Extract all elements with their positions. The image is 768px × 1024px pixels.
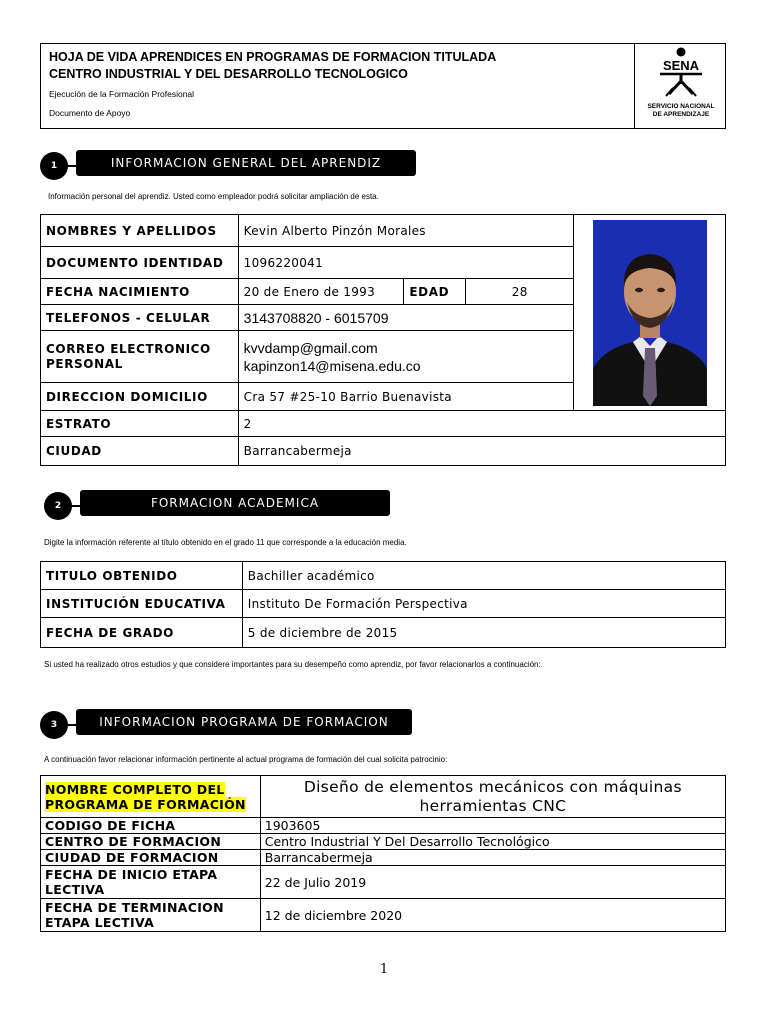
table-row: [41, 834, 726, 850]
document-header: [40, 43, 726, 129]
label-names: NOMBRES Y APELLIDOS: [41, 215, 239, 247]
label-address: DIRECCION DOMICILIO: [41, 383, 239, 411]
label-center: CENTRO DE FORMACION: [41, 834, 261, 850]
section2-title: FORMACION ACADEMICA: [80, 490, 390, 516]
value-program-name: Diseño de elementos mecánicos con máquinas herramientas CNC: [260, 776, 725, 818]
label-stratum: ESTRATO: [41, 411, 239, 437]
value-email: [238, 331, 573, 383]
value-institution: Instituto De Formación Perspectiva: [242, 590, 725, 618]
value-city-training: Barrancabermeja: [260, 850, 725, 866]
value-city: Barrancabermeja: [238, 437, 725, 466]
photo-cell: [574, 215, 726, 411]
row-city: [41, 437, 726, 466]
value-code: 1903605: [260, 818, 725, 834]
value-birth: 20 de Enero de 1993: [238, 279, 404, 305]
section1-number: 1: [40, 152, 68, 180]
label-institution: INSTITUCIÓN EDUCATIVA: [41, 590, 243, 618]
value-email-2: kapinzon14@misena.edu.co: [243, 357, 421, 374]
logo-brand-text: SENA: [662, 58, 700, 73]
logo-service-text: SERVICIO NACIONAL DE APRENDIZAJE: [647, 103, 715, 118]
row-program-name: [41, 776, 726, 818]
section1-note: Información personal del aprendiz. Usted como empleador podrá solicitar ampliación de esta.: [48, 192, 379, 201]
academic-table: [40, 561, 726, 648]
section3-number: 3: [40, 711, 68, 739]
value-title-obtained: Bachiller académico: [242, 562, 725, 590]
label-title-obtained: TITULO OBTENIDO: [41, 562, 243, 590]
row-stratum: [41, 411, 726, 437]
sena-logo: [636, 44, 726, 128]
section3-header: [40, 709, 420, 735]
applicant-photo: [593, 220, 707, 406]
value-start: 22 de Julio 2019: [260, 866, 725, 899]
row-end: [41, 899, 726, 932]
label-birth: FECHA NACIMIENTO: [41, 279, 239, 305]
header-doc-type: Documento de Apoyo: [49, 108, 131, 118]
label-age: EDAD: [404, 279, 466, 305]
table-row: [41, 618, 726, 648]
value-address: Cra 57 #25-10 Barrio Buenavista: [238, 383, 725, 411]
value-center: Centro Industrial Y Del Desarrollo Tecnológico: [260, 834, 725, 850]
value-document: 1096220041: [238, 247, 573, 279]
header-title-line1: HOJA DE VIDA APRENDICES EN PROGRAMAS DE FORMACION TITULADA: [49, 50, 497, 64]
header-text-block: [41, 44, 635, 128]
value-stratum: 2: [238, 411, 725, 437]
label-program-name: NOMBRE COMPLETO DEL PROGRAMA DE FORMACIÓN: [41, 776, 261, 818]
program-table: [40, 775, 726, 932]
section3-note: A continuación favor relacionar información pertinente al actual programa de formación del cual solicita patrocinio:: [44, 755, 448, 764]
value-age: 28: [466, 279, 574, 305]
section1-header: [40, 150, 420, 176]
value-email-1: kvvdamp@gmail.com: [243, 339, 378, 356]
label-end: FECHA DE TERMINACION ETAPA LECTIVA: [41, 899, 261, 932]
section3-title: INFORMACION PROGRAMA DE FORMACION: [76, 709, 412, 735]
label-phones: TELEFONOS - CELULAR: [41, 305, 239, 331]
label-grad-date: FECHA DE GRADO: [41, 618, 243, 648]
section2-number: 2: [44, 492, 72, 520]
label-email: CORREO ELECTRONICO PERSONAL: [41, 331, 239, 383]
value-end: 12 de diciembre 2020: [260, 899, 725, 932]
section2-note2: Si usted ha realizado otros estudios y que considere importantes para su desempeño como aprendiz, por favor relacionarlos a continuación:: [44, 660, 541, 669]
label-city-training: CIUDAD DE FORMACION: [41, 850, 261, 866]
value-names: Kevin Alberto Pinzón Morales: [238, 215, 573, 247]
table-row: [41, 590, 726, 618]
row-start: [41, 866, 726, 899]
value-grad-date: 5 de diciembre de 2015: [242, 618, 725, 648]
section2-header: [44, 490, 394, 516]
label-city: CIUDAD: [41, 437, 239, 466]
sena-logo-icon: [636, 44, 726, 102]
section2-note: Digite la información referente al título obtenido en el grado 11 que corresponde a la educación media.: [44, 538, 407, 547]
personal-info-table: [40, 214, 726, 466]
table-row: [41, 850, 726, 866]
header-subtitle: Ejecución de la Formación Profesional: [49, 89, 195, 99]
value-phones: 3143708820 - 6015709: [238, 305, 573, 331]
table-row: [41, 562, 726, 590]
header-title-line2: CENTRO INDUSTRIAL Y DEL DESARROLLO TECNOLOGICO: [49, 67, 408, 81]
label-code: CODIGO DE FICHA: [41, 818, 261, 834]
table-row: [41, 818, 726, 834]
label-start: FECHA DE INICIO ETAPA LECTIVA: [41, 866, 261, 899]
label-document: DOCUMENTO IDENTIDAD: [41, 247, 239, 279]
page-number: 1: [379, 962, 389, 977]
row-names: [41, 215, 726, 247]
section1-title: INFORMACION GENERAL DEL APRENDIZ: [76, 150, 416, 176]
